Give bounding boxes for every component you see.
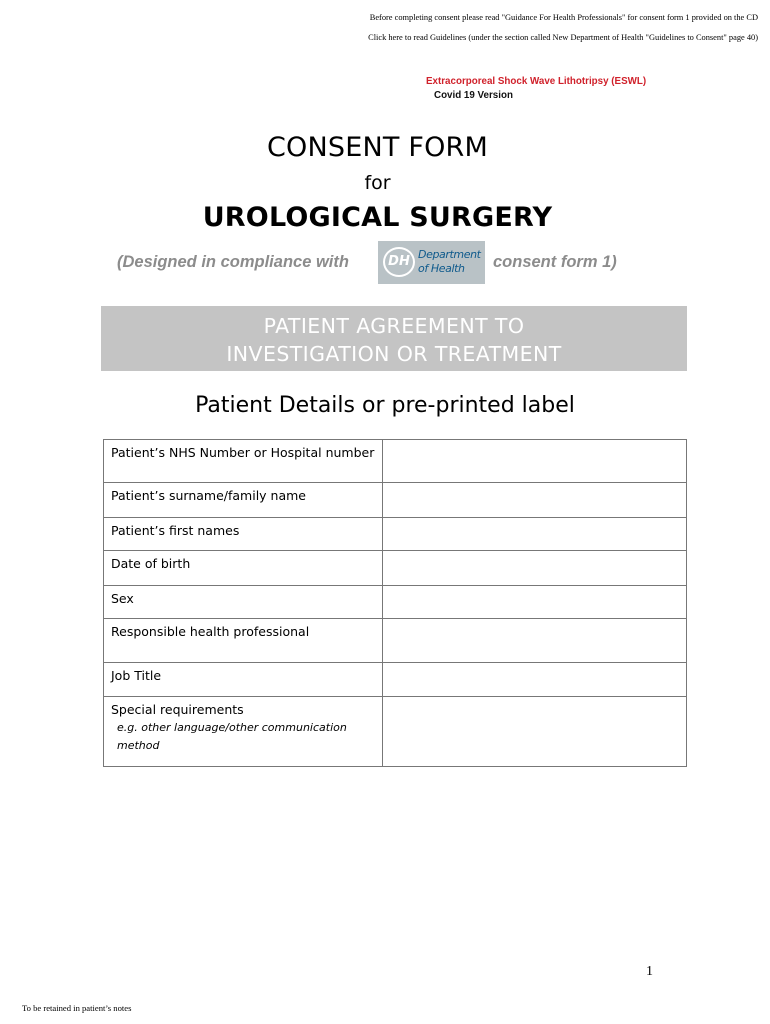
form-subtitle: UROLOGICAL SURGERY: [202, 202, 553, 233]
row-label: Responsible health professional: [104, 619, 383, 663]
row-label: Patient’s first names: [104, 518, 383, 551]
surname-field[interactable]: [383, 483, 687, 518]
date-of-birth-field[interactable]: [383, 551, 687, 586]
form-title: CONSENT FORM: [266, 132, 488, 163]
form-title-connector: for: [364, 172, 391, 194]
table-row: [104, 697, 687, 767]
sex-field[interactable]: [383, 586, 687, 619]
compliance-text-before: (Designed in compliance with: [117, 253, 349, 271]
dh-badge-icon: DH: [383, 247, 415, 277]
special-requirements-label: Special requirements: [111, 702, 244, 717]
guidelines-link[interactable]: Click here to read Guidelines (under the section called New Department of Health "Guidelines to Consent" page 40): [368, 33, 758, 42]
first-names-field[interactable]: [383, 518, 687, 551]
table-row: [104, 551, 687, 586]
responsible-professional-field[interactable]: [383, 619, 687, 663]
table-row: [104, 518, 687, 551]
page-number: 1: [646, 964, 653, 979]
patient-details-heading: Patient Details or pre-printed label: [195, 393, 575, 418]
dh-logo-text: [418, 248, 484, 276]
procedure-version: Covid 19 Version: [434, 90, 513, 101]
row-label: Job Title: [104, 663, 383, 697]
row-label: Sex: [104, 586, 383, 619]
row-label: Patient’s surname/family name: [104, 483, 383, 518]
dh-logo-text-line2: of Health: [418, 262, 465, 275]
agreement-banner: [101, 306, 687, 371]
row-label: Patient’s NHS Number or Hospital number: [104, 440, 383, 483]
retention-note: To be retained in patient’s notes: [22, 1003, 132, 1013]
table-row: [104, 619, 687, 663]
table-row: [104, 663, 687, 697]
table-row: [104, 586, 687, 619]
table-row: [104, 483, 687, 518]
nhs-number-field[interactable]: [383, 440, 687, 483]
compliance-text-after: consent form 1): [493, 253, 617, 271]
dh-logo-text-line1: Department: [418, 248, 481, 261]
guidance-note: Before completing consent please read "Guidance For Health Professionals" for consent form 1 provided on the CD: [369, 13, 758, 22]
banner-line-2: INVESTIGATION OR TREATMENT: [226, 342, 562, 366]
patient-details-table: [103, 439, 687, 767]
table-row: [104, 440, 687, 483]
banner-line-1: PATIENT AGREEMENT TO: [263, 314, 525, 338]
row-label: Date of birth: [104, 551, 383, 586]
job-title-field[interactable]: [383, 663, 687, 697]
procedure-title: Extracorporeal Shock Wave Lithotripsy (ESWL): [426, 76, 647, 87]
special-requirements-field[interactable]: [383, 697, 687, 767]
special-requirements-hint: e.g. other language/other communication method: [117, 721, 347, 752]
row-label-special-requirements: [104, 697, 383, 767]
department-of-health-logo: [378, 241, 485, 284]
